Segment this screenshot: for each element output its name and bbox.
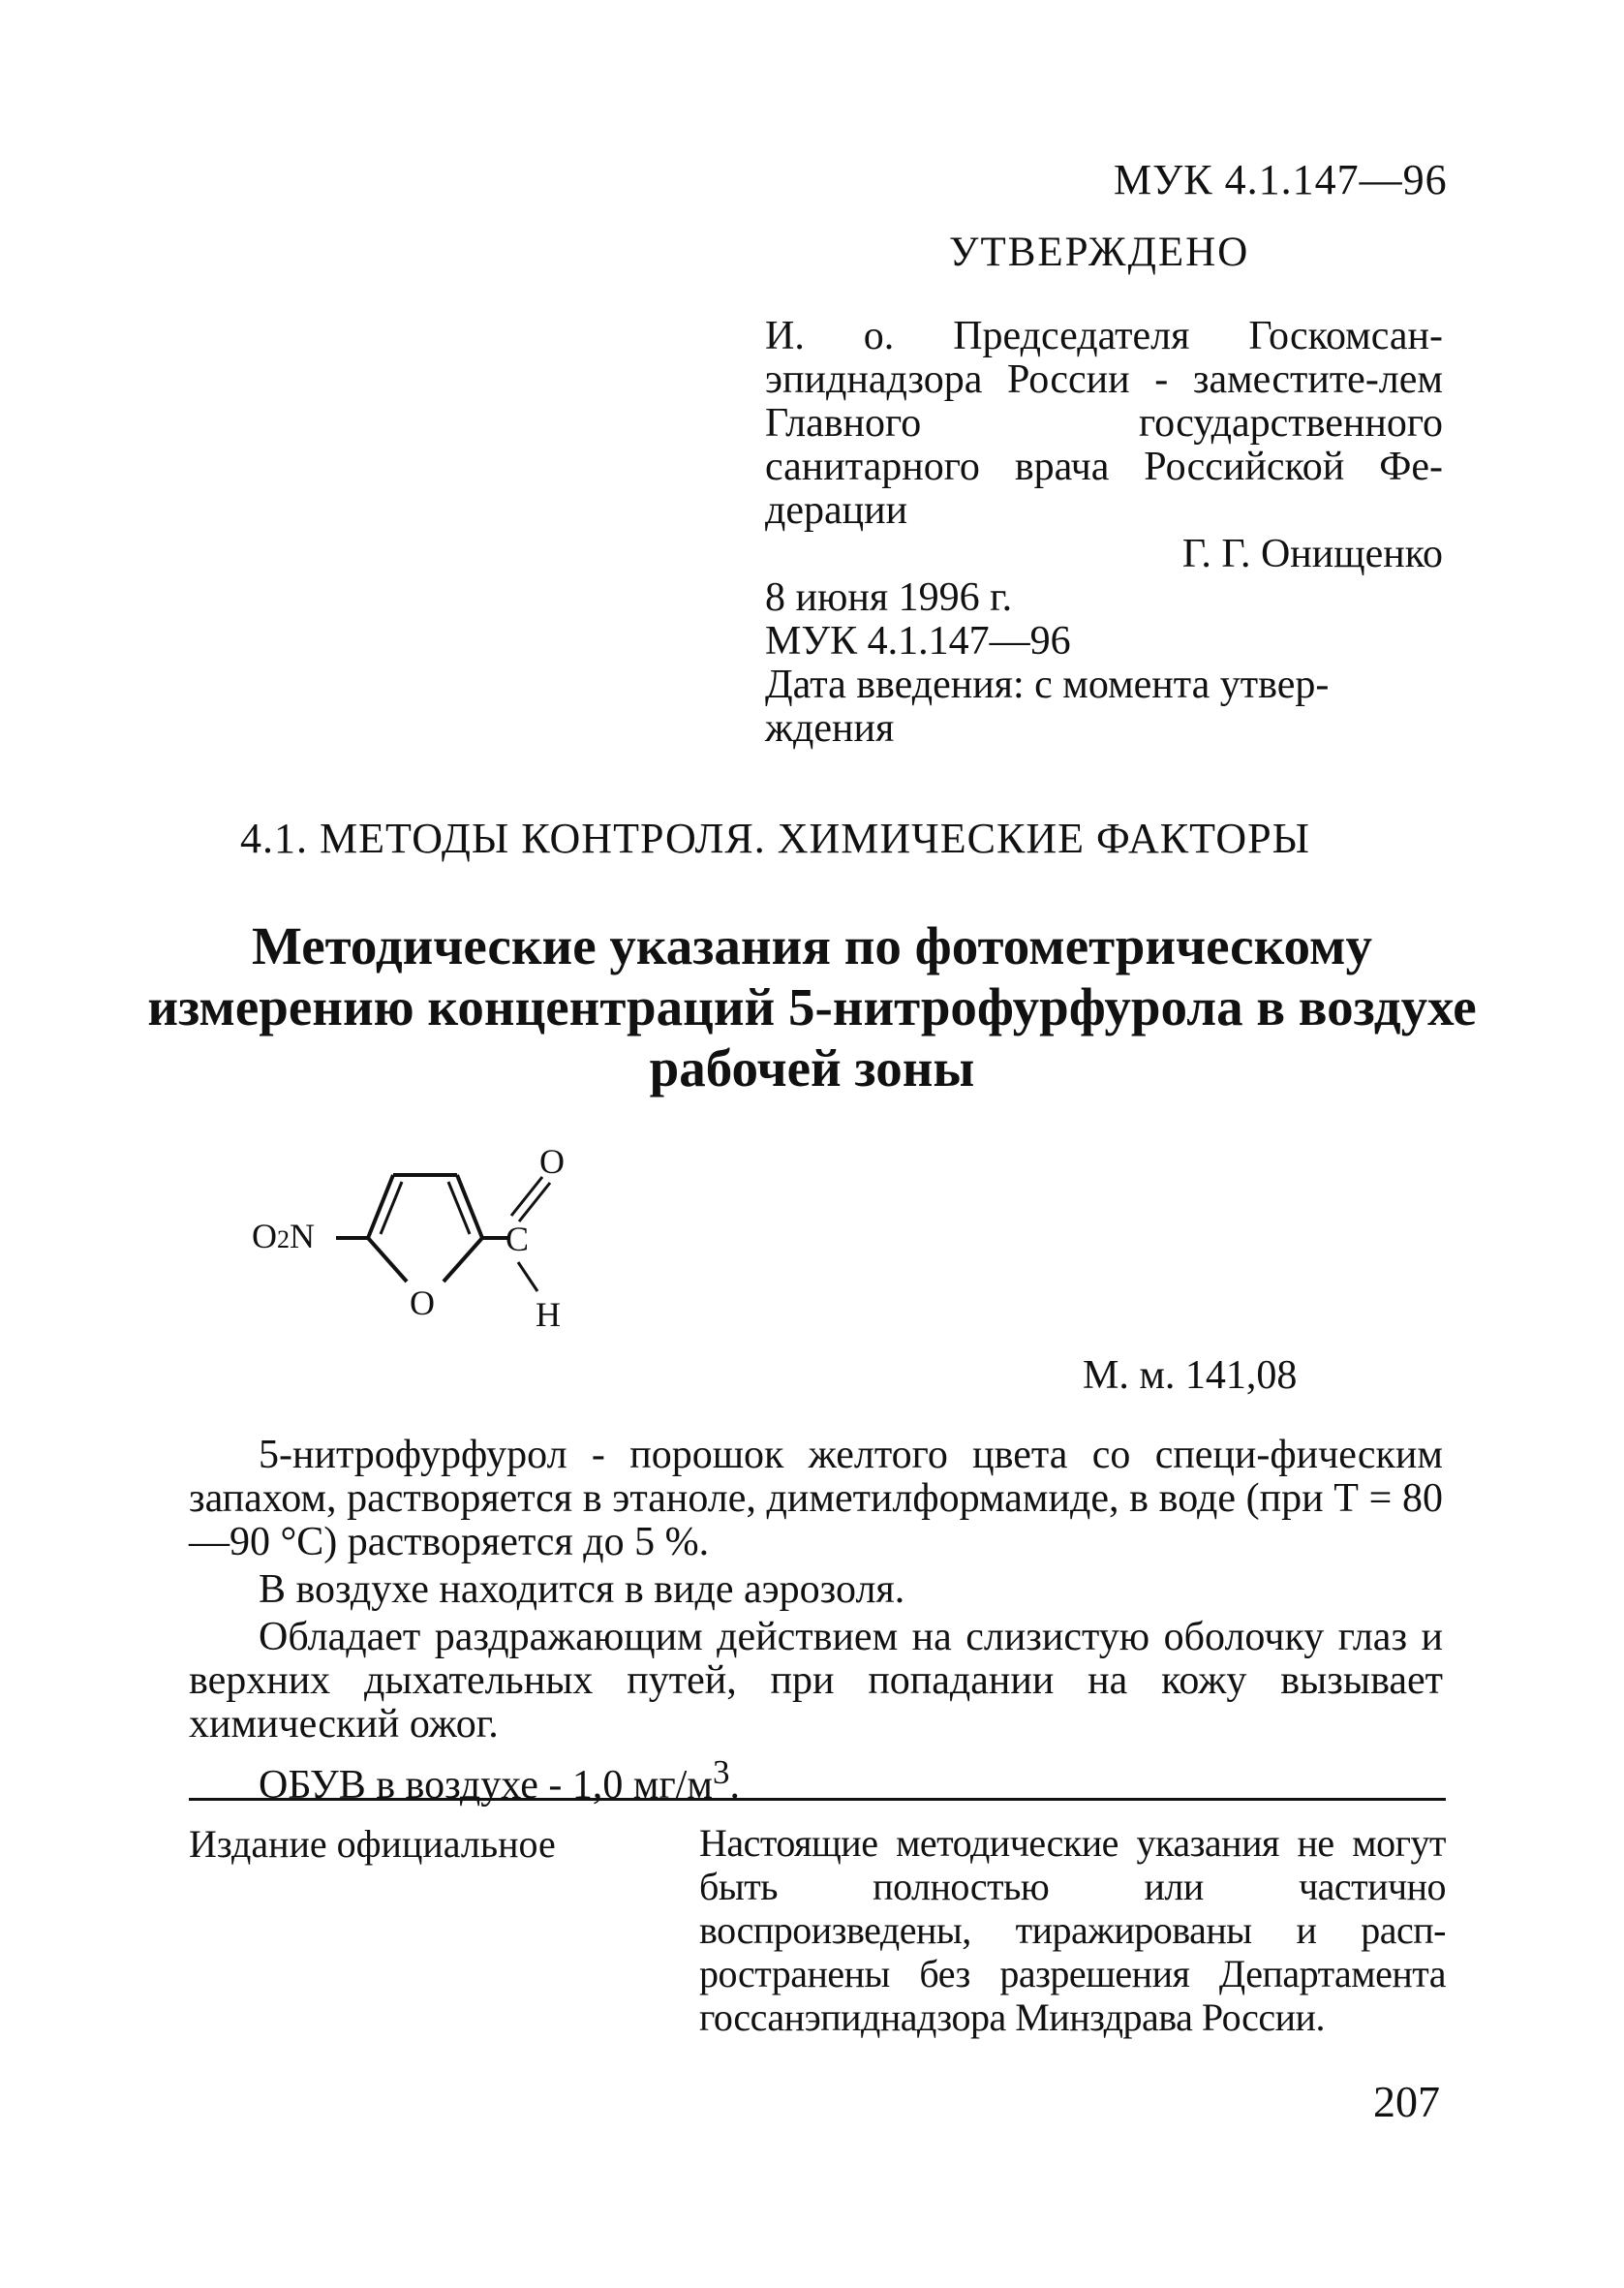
molecular-mass: М. м. 141,08 <box>1083 1353 1298 1398</box>
limit-text: ОБУВ в воздухе - 1,0 мг/м <box>259 1763 713 1808</box>
effective-date: Дата введения: с момента утвер-ждения <box>765 663 1330 751</box>
document-code: МУК 4.1.147—96 <box>1114 156 1448 203</box>
ring-bond <box>457 1175 482 1238</box>
approval-code: МУК 4.1.147—96 <box>765 619 1071 664</box>
limit-period: . <box>729 1763 740 1808</box>
limit-superscript: 3 <box>712 1753 730 1791</box>
ring-double-bond <box>448 1182 470 1234</box>
approval-text: И. о. Председателя Госкомсан-эпиднадзора России - заместите-лем Главного государственного санитарного врача Российской Фе-дерации <box>765 314 1443 533</box>
structural-formula <box>252 1138 620 1346</box>
footer-divider <box>189 1798 1446 1801</box>
approval-block <box>765 315 1443 751</box>
section-heading: 4.1. МЕТОДЫ КОНТРОЛЯ. ХИМИЧЕСКИЕ ФАКТОРЫ <box>240 815 1311 862</box>
ring-bond <box>368 1175 393 1238</box>
ring-bond <box>444 1238 482 1282</box>
ring-oxygen-label: O <box>410 1283 435 1322</box>
edition-label: Издание официальное <box>189 1822 556 1866</box>
carbonyl-oxygen-label: O <box>539 1142 565 1181</box>
hydrogen-label: H <box>536 1295 561 1334</box>
nitro-group-label: O2N <box>252 1217 315 1255</box>
ring-bond <box>368 1238 407 1282</box>
copyright-notice: Настоящие методические указания не могут быть полностью или частично воспроизведены, тиражированы и расп-ространены без разрешения Департамента госсанэпиднадзора Минздрава России. <box>699 1821 1446 2039</box>
hazard-paragraph: Обладает раздражающим действием на слизистую оболочку глаз и верхних дыхательных путей, при попадании на кожу вызывает химический ожог. <box>189 1615 1443 1747</box>
carbonyl-carbon-label: C <box>506 1220 530 1258</box>
document-title: Методические указания по фотометрическому измерению концентраций 5-нитрофурфурола в воздухе рабочей зоны <box>147 916 1477 1098</box>
aldehyde-h-bond <box>518 1262 537 1291</box>
page-number: 207 <box>1373 2077 1440 2126</box>
description-paragraph: 5-нитрофурфурол - порошок желтого цвета со специ-фическим запахом, растворяется в этаноле, диметилформамиде, в воде (при Т = 80—90 °С) растворяется до 5 %. <box>189 1433 1443 1564</box>
state-paragraph: В воздухе находится в виде аэрозоля. <box>259 1567 905 1612</box>
approval-signer: Г. Г. Онищенко <box>1181 532 1443 576</box>
nitro-subscript: 2 <box>277 1225 290 1253</box>
body-text <box>189 1434 1443 1808</box>
approved-label: УТВЕРЖДЕНО <box>949 230 1250 275</box>
approval-date: 8 июня 1996 г. <box>765 575 1013 620</box>
ring-double-bond <box>381 1182 402 1234</box>
